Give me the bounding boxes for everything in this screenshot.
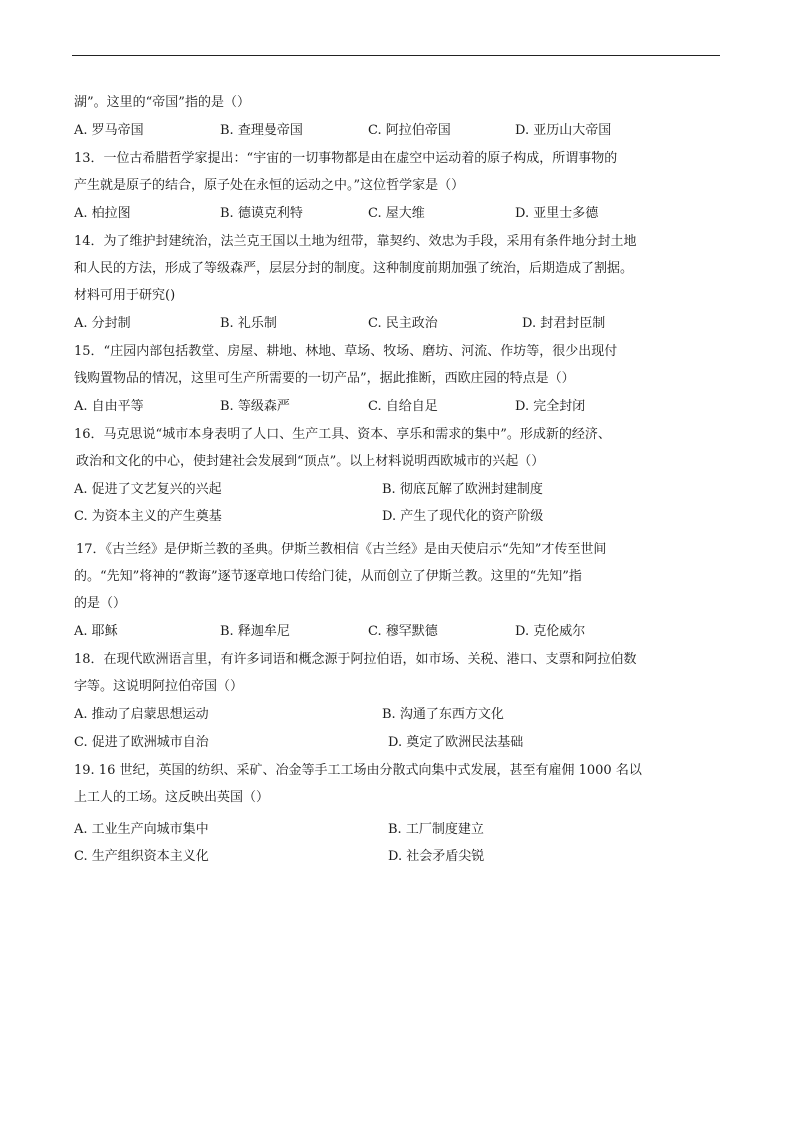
q13-option-d: D. 亚里士多德 bbox=[515, 206, 599, 221]
q18-option-c: C. 促进了欧洲城市自治 bbox=[74, 735, 209, 750]
q14-option-c: C. 民主政治 bbox=[368, 316, 438, 331]
q12-stem-tail: 湖”。这里的“帝国”指的是（） bbox=[74, 95, 250, 110]
q13-option-b: B. 德谟克利特 bbox=[220, 206, 303, 221]
q19-stem-line2: 上工人的工场。这反映出英国（） bbox=[74, 790, 270, 805]
q14-option-a: A. 分封制 bbox=[74, 316, 131, 331]
q18-option-b: B. 沟通了东西方文化 bbox=[382, 707, 504, 722]
q12-option-c: C. 阿拉伯帝国 bbox=[368, 123, 451, 138]
q16-stem-line1: 16．马克思说“城市本身表明了人口、生产工具、资本、享乐和需求的集中”。形成新的经济、 bbox=[74, 427, 611, 442]
q19-option-a: A. 工业生产向城市集中 bbox=[74, 822, 209, 837]
q16-option-c: C. 为资本主义的产生奠基 bbox=[74, 509, 222, 524]
q12-option-a: A. 罗马帝国 bbox=[74, 123, 144, 138]
q16-option-b: B. 彻底瓦解了欧洲封建制度 bbox=[382, 482, 543, 497]
q15-option-a: A. 自由平等 bbox=[74, 399, 144, 414]
q16-option-d: D. 产生了现代化的资产阶级 bbox=[382, 509, 544, 524]
header-rule bbox=[72, 55, 720, 56]
q13-option-c: C. 屋大维 bbox=[368, 206, 425, 221]
q19-stem-line1: 19. 16 世纪，英国的纺织、采矿、冶金等手工工场由分散式向集中式发展，甚至有雇佣 1000 名以 bbox=[74, 763, 642, 778]
q18-stem-line2: 字等。这说明阿拉伯帝国（） bbox=[74, 679, 244, 694]
q19-option-d: D. 社会矛盾尖锐 bbox=[388, 849, 485, 864]
q18-stem-line1: 18．在现代欧洲语言里，有许多词语和概念源于阿拉伯语，如市场、关税、港口、支票和阿拉伯数 bbox=[74, 652, 637, 667]
q15-stem-line1: 15．“庄园内部包括教堂、房屋、耕地、林地、草场、牧场、磨坊、河流、作坊等，很少出现付 bbox=[74, 344, 618, 359]
q16-option-a: A. 促进了文艺复兴的兴起 bbox=[74, 482, 222, 497]
q14-stem-line1: 14．为了维护封建统治，法兰克王国以土地为纽带，靠契约、效忠为手段，采用有条件地分封土地 bbox=[74, 234, 637, 249]
q17-option-c: C. 穆罕默德 bbox=[368, 624, 438, 639]
q14-stem-line3: 材料可用于研究() bbox=[74, 288, 176, 303]
q15-option-d: D. 完全封闭 bbox=[515, 399, 586, 414]
q17-stem-line2: 的。“先知”将神的“教诲”逐节逐章地口传给门徒，从而创立了伊斯兰教。这里的“先知”指 bbox=[74, 569, 582, 584]
q16-stem-line2: 政治和文化的中心，使封建社会发展到“顶点”。以上材料说明西欧城市的兴起（） bbox=[76, 454, 545, 469]
q18-option-a: A. 推动了启蒙思想运动 bbox=[74, 707, 209, 722]
q13-stem-line2: 产生就是原子的结合，原子处在永恒的运动之中。”这位哲学家是（） bbox=[74, 178, 465, 193]
q15-option-c: C. 自给自足 bbox=[368, 399, 438, 414]
q17-option-a: A. 耶稣 bbox=[74, 624, 118, 639]
q14-option-d: D. 封君封臣制 bbox=[522, 316, 606, 331]
q19-option-c: C. 生产组织资本主义化 bbox=[74, 849, 209, 864]
q13-option-a: A. 柏拉图 bbox=[74, 206, 131, 221]
q14-stem-line2: 和人民的方法，形成了等级森严，层层分封的制度。这种制度前期加强了统治，后期造成了割据。 bbox=[74, 261, 634, 276]
q12-option-d: D. 亚历山大帝国 bbox=[515, 123, 612, 138]
q17-stem-line1: 17．《古兰经》是伊斯兰教的圣典。伊斯兰教相信《古兰经》是由天使启示“先知”才传至世间 bbox=[76, 542, 607, 557]
q19-option-b: B. 工厂制度建立 bbox=[388, 822, 484, 837]
q17-option-b: B. 释迦牟尼 bbox=[220, 624, 290, 639]
q18-option-d: D. 奠定了欧洲民法基础 bbox=[388, 735, 524, 750]
q17-option-d: D. 克伦威尔 bbox=[515, 624, 586, 639]
q14-option-b: B. 礼乐制 bbox=[220, 316, 277, 331]
q15-stem-line2: 钱购置物品的情况，这里可生产所需要的一切产品”，据此推断，西欧庄园的特点是（） bbox=[74, 371, 575, 386]
q15-option-b: B. 等级森严 bbox=[220, 399, 290, 414]
q13-stem-line1: 13．一位古希腊哲学家提出：“宇宙的一切事物都是由在虚空中运动着的原子构成，所谓事物的 bbox=[74, 151, 618, 166]
q17-stem-line3: 的是（） bbox=[74, 596, 127, 611]
q12-option-b: B. 查理曼帝国 bbox=[220, 123, 303, 138]
